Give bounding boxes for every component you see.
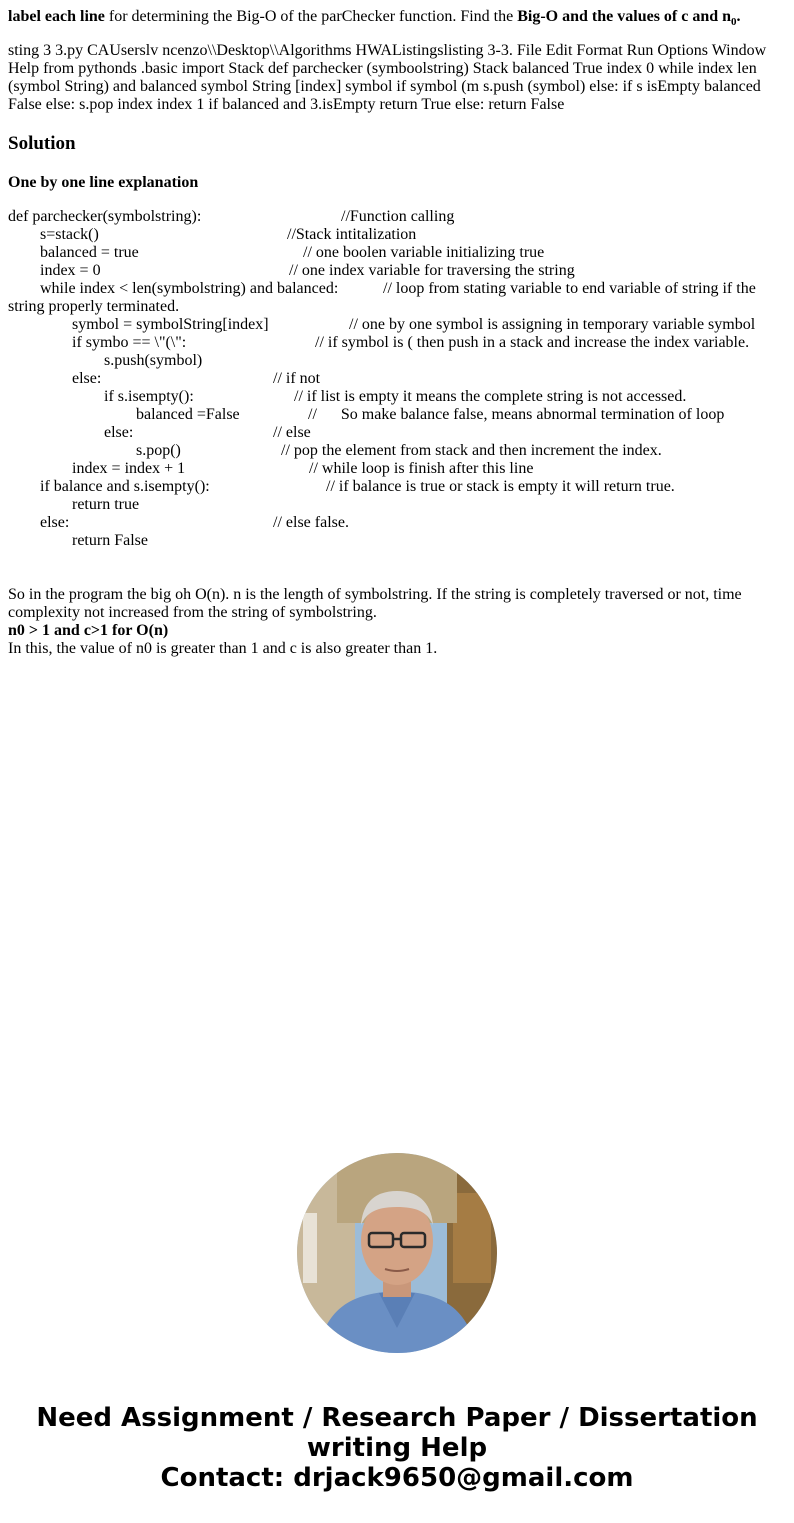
code-line xyxy=(8,244,786,262)
code-line xyxy=(8,514,786,532)
listing-text: sting 3 3.py CAUserslv ncenzo\\Desktop\\Algorithms HWAListingslisting 3-3. File Edit Format Run Options Window Help from pythonds .basic import Stack def parchecker (symboolstring) Stack balanced True index 0 while index len (symbol String) and balanced symbol String [index] symbol if symbol (m s.push (symbol) else: if s isEmpty balanced False else: s.pop index index 1 if balanced and 3.isEmpty return True else: return False xyxy=(8,42,767,113)
promo-line-1: Need Assignment / Research Paper / Dissertation xyxy=(36,1403,758,1433)
author-photo xyxy=(297,1153,497,1353)
code-text: if symbo == \"(\": xyxy=(72,334,187,351)
question-mid: for determining the Big-O of the parChecker function. Find the xyxy=(104,8,518,25)
code-text: else: xyxy=(40,514,70,531)
answer-page xyxy=(8,8,786,658)
code-text: s.push(symbol) xyxy=(104,352,203,369)
code-comment: // else xyxy=(273,424,311,441)
code-line xyxy=(8,280,786,316)
code-comment: // one boolen variable initializing true xyxy=(303,244,545,261)
code-text: balanced = true xyxy=(40,244,139,261)
code-line xyxy=(8,208,786,226)
code-text: else: xyxy=(104,424,134,441)
conclusion-text: So in the program the big oh O(n). n is the length of symbolstring. If the string is completely traversed or not, time complexity not increased from the string of symbolstring. xyxy=(8,586,742,621)
code-text: if balance and s.isempty(): xyxy=(40,478,210,495)
code-text: index = index + 1 xyxy=(72,460,186,477)
code-comment: // while loop is finish after this line xyxy=(309,460,534,477)
code-comment: // one by one symbol is assigning in temporary variable symbol xyxy=(349,316,756,333)
question-period: . xyxy=(736,8,741,25)
code-text: balanced =False xyxy=(136,406,240,423)
code-text: return False xyxy=(72,532,148,549)
code-line xyxy=(8,370,786,388)
code-line xyxy=(8,388,786,406)
code-line xyxy=(8,406,786,424)
code-line xyxy=(8,262,786,280)
code-comment: // if list is empty it means the complete string is not accessed. xyxy=(294,388,687,405)
code-text: s.pop() xyxy=(136,442,181,459)
code-line xyxy=(8,352,786,370)
code-comment: // pop the element from stack and then increment the index. xyxy=(281,442,662,459)
conclusion-bold-line: n0 > 1 and c>1 for O(n) xyxy=(8,622,169,639)
code-text: return true xyxy=(72,496,140,513)
code-line xyxy=(8,316,786,334)
code-text: index = 0 xyxy=(40,262,101,279)
code-text: symbol = symbolString[index] xyxy=(72,316,269,333)
code-comment: // else false. xyxy=(273,514,349,531)
code-comment: // one index variable for traversing the string xyxy=(289,262,575,279)
code-comment: //Function calling xyxy=(341,208,455,225)
question-bold-start: label each line xyxy=(8,8,105,25)
question-bold-end xyxy=(517,8,741,29)
code-comment: // loop from stating variable to end variable of string if the xyxy=(383,280,756,297)
explanation-subheading: One by one line explanation xyxy=(8,174,199,191)
code-text: s=stack() xyxy=(40,226,99,243)
promo-line-2: writing Help xyxy=(306,1433,488,1463)
code-comment: // if symbol is ( then push in a stack and increase the index variable. xyxy=(315,334,750,351)
conclusion xyxy=(8,586,786,658)
code-line xyxy=(8,478,786,496)
code-text: def parchecker(symbolstring): xyxy=(8,208,202,225)
question-text xyxy=(8,8,786,29)
code-line xyxy=(8,226,786,244)
code-line xyxy=(8,424,786,442)
conclusion-final: In this, the value of n0 is greater than 1 and c is also greater than 1. xyxy=(8,640,438,657)
promo-contact: Contact: drjack9650@gmail.com xyxy=(160,1463,634,1493)
code-comment: //Stack intitalization xyxy=(287,226,417,243)
solution-heading: Solution xyxy=(8,133,76,154)
question-bold-end-text: Big-O and the values of c and n xyxy=(517,8,732,25)
person-photo-icon xyxy=(297,1153,497,1353)
code-comment: // if not xyxy=(273,370,321,387)
code-comment: // So make balance false, means abnormal termination of loop xyxy=(308,406,725,423)
question-subscript: 0 xyxy=(731,16,737,29)
code-line xyxy=(8,442,786,460)
code-text: while index < len(symbolstring) and balanced: xyxy=(40,280,339,297)
code-comment: // if balance is true or stack is empty it will return true. xyxy=(326,478,675,495)
code-text: else: xyxy=(72,370,102,387)
code-line xyxy=(8,334,786,352)
code-explanation xyxy=(8,208,786,550)
promo-banner xyxy=(0,1403,794,1493)
code-line xyxy=(8,532,786,550)
code-line xyxy=(8,460,786,478)
code-text: if s.isempty(): xyxy=(104,388,194,405)
code-line xyxy=(8,496,786,514)
code-comment-continued: string properly terminated. xyxy=(8,298,180,315)
